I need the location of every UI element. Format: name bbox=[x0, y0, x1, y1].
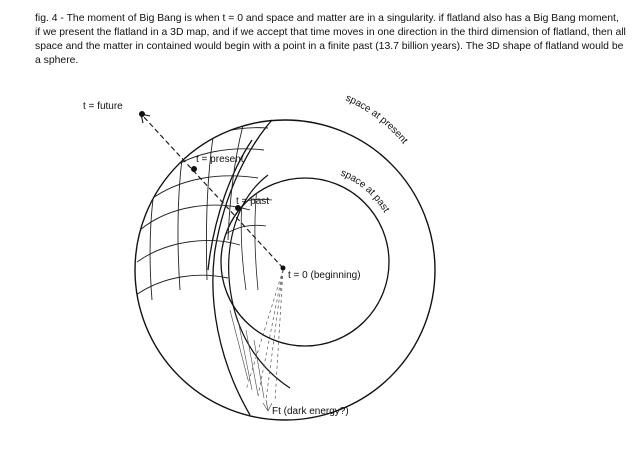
point-present bbox=[191, 166, 197, 172]
label-ft: Ft (dark energy?) bbox=[272, 406, 349, 417]
force-lines bbox=[246, 270, 283, 411]
caption-line-2: if we present the flatland in a 3D map, and if we accept that time moves in one direction in the third dimension of flatland, then all bbox=[35, 27, 626, 38]
label-t-past: t = past bbox=[236, 196, 270, 207]
label-space-present-path: space at present bbox=[343, 92, 410, 147]
outer-sphere bbox=[135, 120, 435, 420]
point-zero bbox=[281, 266, 286, 271]
point-future bbox=[139, 111, 145, 117]
label-t-present: t = present bbox=[196, 154, 244, 165]
caption-line-3: space and the matter in contained would begin with a point in a finite past (13.7 billion years). The 3D shape of flatland would be bbox=[35, 41, 624, 52]
label-t-future: t = future bbox=[83, 101, 123, 112]
caption-line-4: a sphere. bbox=[35, 55, 79, 66]
label-space-past-path: space at past bbox=[338, 167, 392, 215]
label-t-zero: t = 0 (beginning) bbox=[288, 270, 361, 281]
label-space-past bbox=[339, 168, 392, 215]
caption-line-1: fig. 4 - The moment of Big Bang is when t = 0 and space and matter are in a singularity. if flatland also has a Big Bang moment, bbox=[35, 13, 619, 24]
label-space-present bbox=[344, 93, 410, 147]
